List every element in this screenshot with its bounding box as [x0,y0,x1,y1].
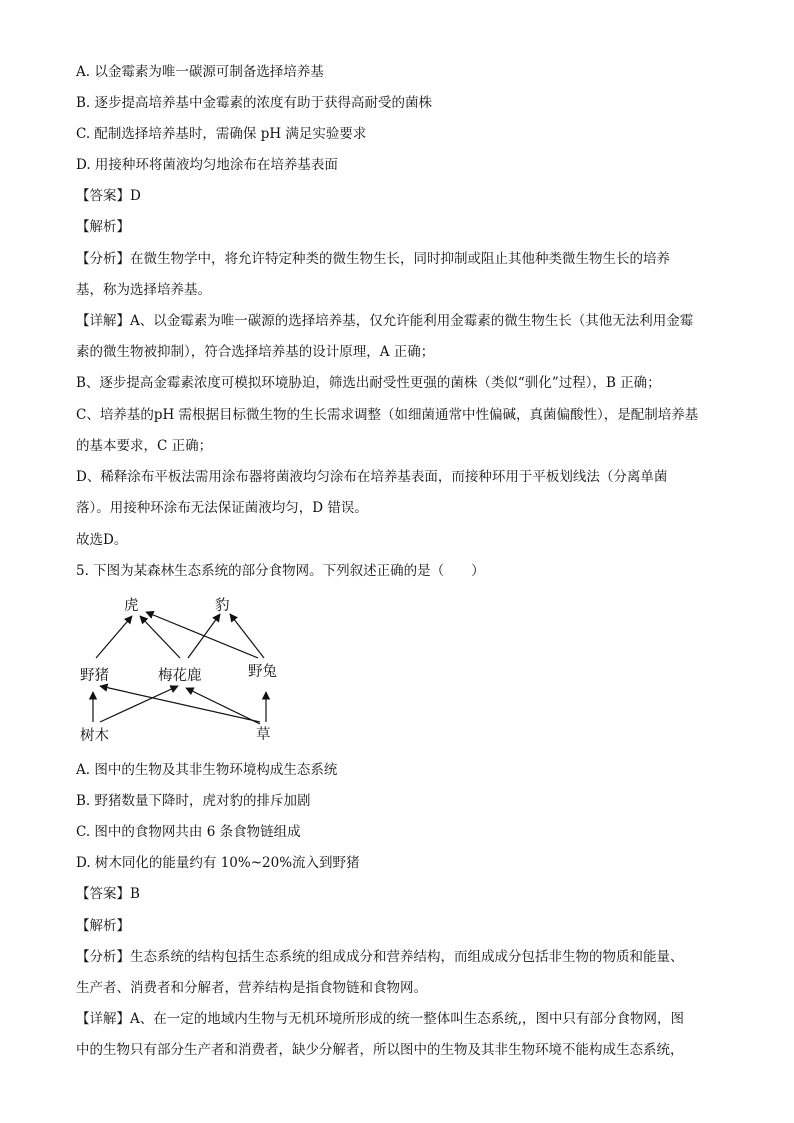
arrow-deer-to-tiger [140,616,180,658]
arrow-boar-to-tiger [96,616,132,658]
option-b-text: B. 逐步提高培养基中金霉素的浓度有助于获得高耐受的菌株 [76,95,433,111]
node-boar: 野猪 [80,668,109,684]
arrow-grass-to-boar [100,686,260,722]
q5-option-c: C. 图中的食物网共由 6 条食物链组成 [76,824,301,840]
arrow-hare-to-leopard [230,614,264,658]
explanation-text: 【详解】A、以金霉素为唯一碳源的选择培养基，仅允许能利用金霉素的微生物生长（其他无法利用金霉 [76,313,694,329]
q5-option-a: A. 图中的生物及其非生物环境构成生态系统 [76,762,338,778]
option-a-text: A. 以金霉素为唯一碳源可制备选择培养基 [76,64,324,80]
explanation-text: 落）。用接种环涂布无法保证菌液均匀，D 错误。 [76,500,368,516]
node-tree: 树木 [80,728,109,744]
explanation-text: B、逐步提高金霉素浓度可模拟环境胁迫，筛选出耐受性更强的菌株（类似“驯化”过程），B 正确； [76,375,661,391]
q5-explanation-text: 【详解】A、在一定的地域内生物与无机环境所形成的统一整体叫生态系统,，图中只有部分食物网，图 [76,1011,685,1027]
q5-analysis-text: 生产者、消费者和分解者，营养结构是指食物链和食物网。 [76,980,427,996]
node-deer: 梅花鹿 [158,668,202,684]
food-web-diagram [76,592,296,752]
option-d-text: D. 用接种环将菌液均匀地涂布在培养基表面 [76,157,338,173]
explanation-text: D、稀释涂布平板法需用涂布器将菌液均匀涂布在培养基表面，而接种环用于平板划线法（分离单菌 [76,469,668,485]
explanation-text: 素的微生物被抑制），符合选择培养基的设计原理，A 正确； [76,344,435,360]
q5-option-d: D. 树木同化的能量约有 10%~20%流入到野猪 [76,855,360,871]
q5-answer: 【答案】B [76,886,140,902]
option-c-text: C. 配制选择培养基时，需确保 pH 满足实验要求 [76,126,367,142]
question-5-stem: 5. 下图为某森林生态系统的部分食物网。下列叙述正确的是（ ） [76,563,485,579]
node-hare: 野兔 [248,664,277,680]
node-tiger: 虎 [124,598,139,614]
q5-analysis-text: 【分析】生态系统的结构包括生态系统的组成成分和营养结构，而组成成分包括非生物的物质和能量、 [76,949,684,965]
q5-explanation-text: 中的生物只有部分生产者和消费者，缺少分解者，所以图中的生物及其非生物环境不能构成生态系统， [76,1042,684,1058]
explanation-text: 的基本要求，C 正确； [76,438,213,454]
answer-label: 【答案】D [76,188,141,204]
arrow-deer-to-leopard [188,614,220,658]
node-leopard: 豹 [215,598,230,614]
analysis-text: 基，称为选择培养基。 [76,282,211,298]
analysis-heading: 【解析】 [76,219,130,235]
arrow-tree-to-deer [100,686,178,722]
q5-analysis-heading: 【解析】 [76,918,130,934]
conclusion-text: 故选D。 [76,532,128,548]
node-grass: 草 [256,727,271,743]
q5-option-b: B. 野猪数量下降时，虎对豹的排斥加剧 [76,793,311,809]
arrow-hare-to-tiger [146,612,258,658]
explanation-text: C、培养基的pH 需根据目标微生物的生长需求调整（如细菌通常中性偏碱，真菌偏酸性），是配制培养基 [76,407,699,423]
arrow-grass-to-deer [186,688,260,724]
analysis-text: 【分析】在微生物学中，将允许特定种类的微生物生长，同时抑制或阻止其他种类微生物生长的培养 [76,251,670,267]
